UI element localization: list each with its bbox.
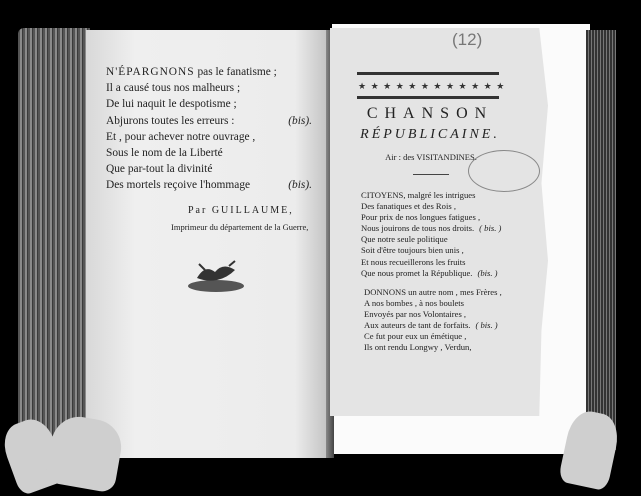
rule-top <box>357 72 499 75</box>
song-subtitle: RÉPUBLICAINE. <box>360 127 500 142</box>
verse-text: Abjurons toutes les erreurs : <box>106 114 235 127</box>
verse-words <box>106 145 223 161</box>
verse-line <box>106 80 312 96</box>
verse-words <box>361 245 464 255</box>
verse-line <box>106 113 312 129</box>
right-verse-2 <box>364 287 502 354</box>
book-page-edges-right <box>586 30 616 450</box>
right-verse-1 <box>361 190 501 279</box>
verse-line <box>106 145 312 161</box>
verse-words <box>364 309 466 319</box>
verse-words <box>106 129 255 145</box>
verse-line <box>106 64 312 80</box>
bis-marker: ( bis. ) <box>479 223 502 234</box>
verse-text: Et nous recueillerons les fruits <box>361 256 466 267</box>
verse-words <box>361 257 466 267</box>
verse-words <box>364 320 470 330</box>
verse-text: Ils ont rendu Longwy , Verdun, <box>364 342 472 353</box>
bis-marker: (bis). <box>288 114 312 127</box>
verse-text: Nous jouirons de tous nos droits. <box>361 223 475 234</box>
verse-text: Envoyés par nos Volontaires , <box>364 309 467 320</box>
verse-words <box>361 212 480 222</box>
verse-words <box>364 342 472 352</box>
book-page-edges-left <box>18 28 90 458</box>
verse-text: De lui naquit le despotisme ; <box>106 98 237 111</box>
verse-text: Pour prix de nos longues fatigues , <box>361 212 481 223</box>
author-line: Par GUILLAUME, <box>188 205 294 216</box>
verse-line <box>361 268 501 279</box>
verse-text: Il a causé tous nos malheurs ; <box>106 82 241 95</box>
air-line: Air : des VISITANDINES. <box>385 152 477 162</box>
verse-line <box>361 223 501 234</box>
verse-words <box>361 223 474 233</box>
verse-line <box>364 287 502 298</box>
verse-text: pas le fanatisme ; <box>194 66 277 78</box>
verse-lead: N'ÉPARGNONS <box>106 66 195 78</box>
verse-words <box>106 80 240 96</box>
verse-text: Que notre seule politique <box>361 234 448 245</box>
verse-words <box>364 331 466 341</box>
verse-words <box>361 234 448 244</box>
library-stamp-icon <box>468 150 540 192</box>
verse-line <box>361 190 501 201</box>
star-border: ★★★★★★★★★★★★ <box>358 82 509 92</box>
verse-text: DONNONS un autre nom , mes Frères , <box>364 287 502 297</box>
verse-text: A nos bombes , à nos boulets <box>364 298 465 309</box>
verse-line <box>106 161 312 177</box>
verse-text: Ce fut pour eux un émétique , <box>364 331 467 342</box>
verse-words <box>106 96 237 112</box>
verse-words <box>106 177 250 193</box>
verse-words <box>361 268 472 278</box>
verse-words <box>361 190 475 200</box>
verse-text: Que nous promet la République. <box>361 267 473 278</box>
bis-marker: (bis). <box>288 179 312 192</box>
song-title: CHANSON <box>366 105 494 122</box>
verse-words <box>106 113 234 129</box>
short-rule <box>413 174 449 175</box>
verse-line <box>364 298 502 309</box>
verse-words <box>364 287 502 297</box>
verse-line <box>361 201 501 212</box>
bis-marker: ( bis. ) <box>475 320 498 331</box>
verse-line <box>361 245 501 256</box>
verse-line <box>106 177 312 193</box>
verse-text: Et , pour achever notre ouvrage , <box>106 130 256 143</box>
verse-line <box>361 234 501 245</box>
page-number: (12) <box>452 30 483 49</box>
verse-text: Des mortels reçoive l'hommage <box>106 179 251 192</box>
verse-words <box>361 201 456 211</box>
verse-line <box>364 342 502 353</box>
verse-line <box>106 129 312 145</box>
verse-line <box>364 309 502 320</box>
bird-ornament-icon <box>185 258 247 294</box>
verse-words <box>364 298 464 308</box>
rule-bottom <box>357 96 499 99</box>
verse-line <box>361 257 501 268</box>
verse-text: Sous le nom de la Liberté <box>106 147 223 160</box>
verse-words <box>106 161 212 177</box>
verse-text: Des fanatiques et des Rois , <box>361 201 456 212</box>
left-verse <box>106 64 312 194</box>
verse-text: Aux auteurs de tant de forfaits. <box>364 320 471 331</box>
verse-line <box>364 331 502 342</box>
verse-line <box>364 320 502 331</box>
verse-text: Que par-tout la divinité <box>106 163 213 176</box>
verse-line <box>106 96 312 112</box>
verse-text: CITOYENS, malgré les intrigues <box>361 190 476 200</box>
bis-marker: (bis. ) <box>477 267 498 278</box>
verse-words <box>106 64 277 80</box>
verse-text: Soit d'être toujours bien unis , <box>361 245 464 256</box>
printer-line: Imprimeur du département de la Guerre, <box>171 222 309 232</box>
verse-line <box>361 212 501 223</box>
